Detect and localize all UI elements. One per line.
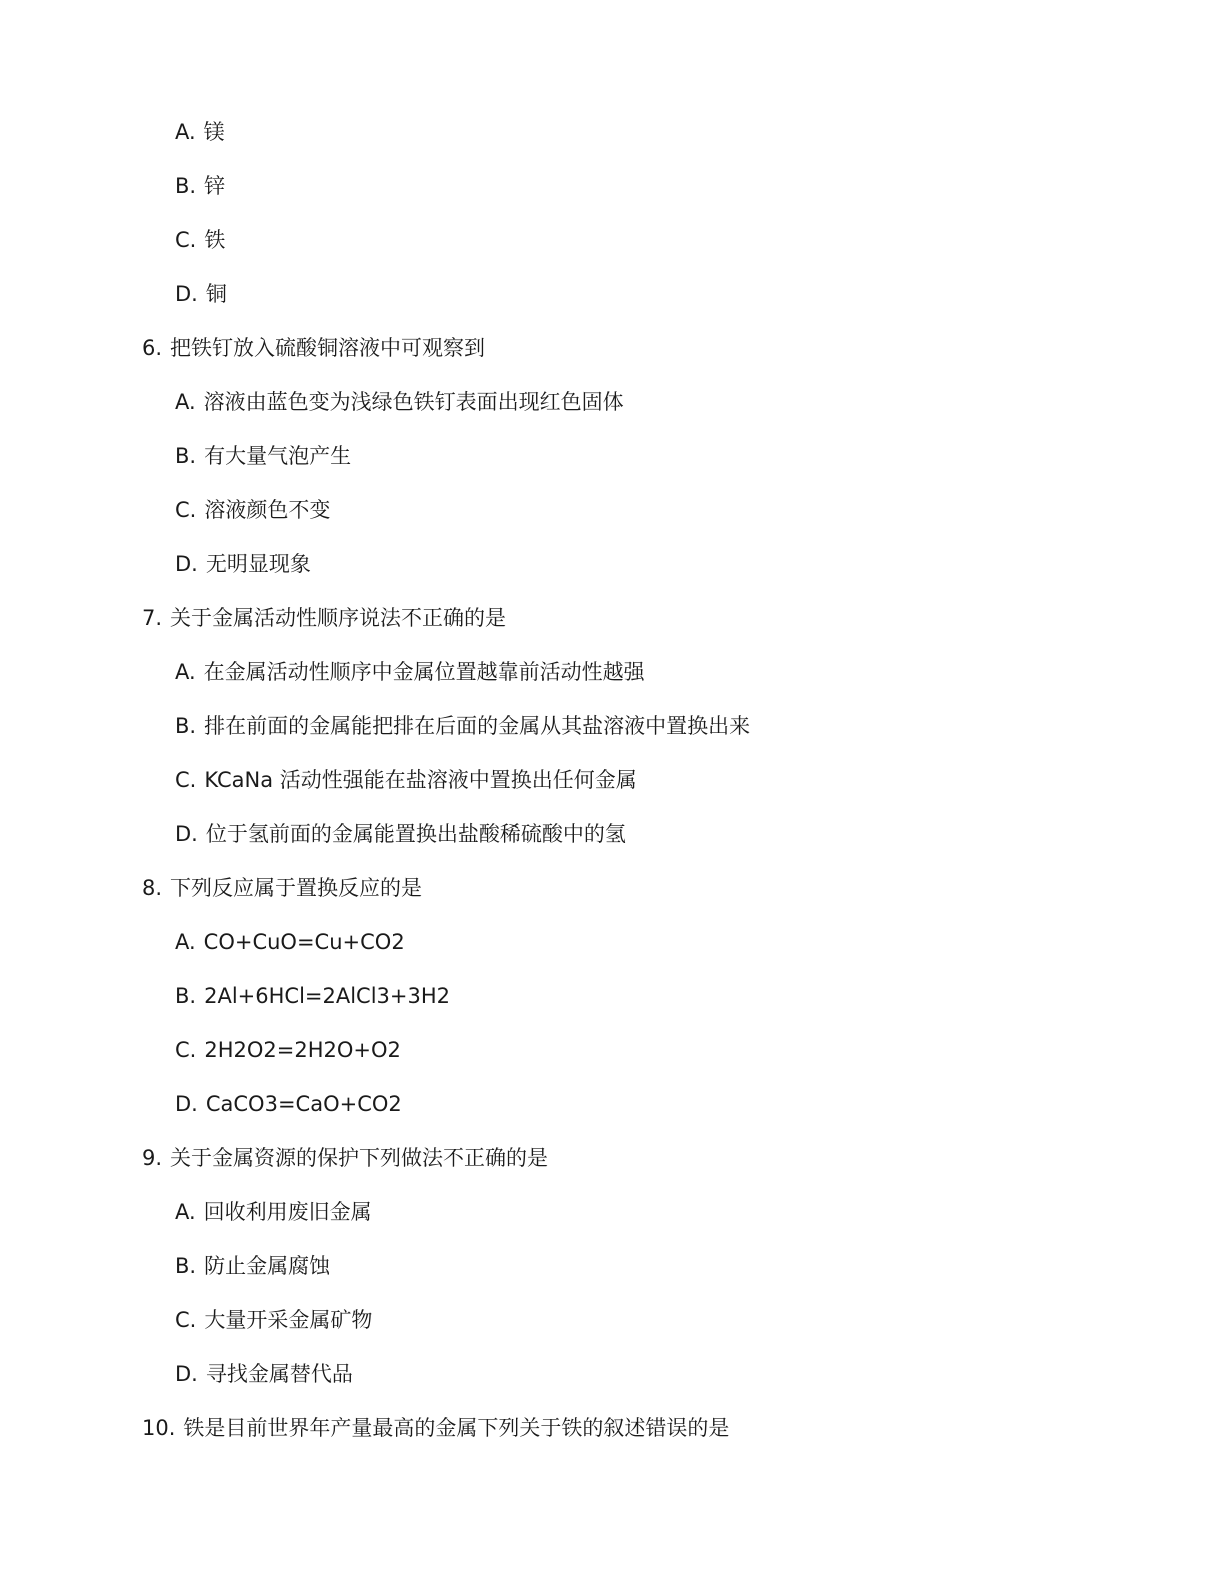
option-text: CO+CuO=Cu+CO2 [203,930,405,954]
option-label: D. [175,1092,198,1116]
question-number: 6. [142,336,163,360]
option-label: D. [175,552,198,576]
option-label: C. [175,498,197,522]
option-line [175,712,750,740]
option-text: 溶液颜色不变 [204,498,331,522]
option-line [175,766,637,794]
option-line [175,982,450,1010]
option-line [175,388,624,416]
option-line [175,172,225,200]
question-number: 9. [142,1146,163,1170]
option-line [175,226,225,254]
option-line [175,1090,402,1118]
question-line [142,334,485,362]
option-text: 2H2O2=2H2O+O2 [204,1038,401,1062]
question-line [142,1144,548,1172]
question-text: 关于金属活动性顺序说法不正确的是 [170,606,507,630]
option-text: 有大量气泡产生 [204,444,352,468]
option-label: A. [175,660,196,684]
option-text: 在金属活动性顺序中金属位置越靠前活动性越强 [203,660,645,684]
option-text: 无明显现象 [205,552,311,576]
option-line [175,550,311,578]
option-text: 2Al+6HCl=2AlCl3+3H2 [204,984,451,1008]
option-line [175,496,330,524]
option-line [175,1360,353,1388]
option-text: 铜 [205,282,227,306]
option-text: 溶液由蓝色变为浅绿色铁钉表面出现红色固体 [203,390,624,414]
option-text: 锌 [204,174,226,198]
option-label: A. [175,930,196,954]
option-text: KCaNa 活动性强能在盐溶液中置换出任何金属 [204,768,637,792]
question-number: 7. [142,606,163,630]
option-line [175,1198,372,1226]
option-label: B. [175,714,197,738]
option-label: D. [175,1362,198,1386]
option-label: C. [175,1308,197,1332]
option-text: 铁 [204,228,226,252]
option-text: CaCO3=CaO+CO2 [205,1092,402,1116]
option-label: B. [175,174,197,198]
option-line [175,928,405,956]
option-text: 大量开采金属矿物 [204,1308,373,1332]
question-line [142,874,422,902]
option-label: C. [175,1038,197,1062]
option-line [175,1036,401,1064]
question-line [142,604,506,632]
option-line [175,118,225,146]
question-number: 8. [142,876,163,900]
option-text: 位于氢前面的金属能置换出盐酸稀硫酸中的氢 [205,822,626,846]
option-text: 寻找金属替代品 [205,1362,353,1386]
question-text: 把铁钉放入硫酸铜溶液中可观察到 [170,336,486,360]
option-label: B. [175,984,197,1008]
option-label: D. [175,822,198,846]
option-line [175,442,351,470]
option-label: A. [175,120,196,144]
option-label: B. [175,1254,197,1278]
question-number: 10. [142,1416,176,1440]
option-line [175,1306,372,1334]
question-text: 下列反应属于置换反应的是 [170,876,423,900]
option-label: B. [175,444,197,468]
option-text: 排在前面的金属能把排在后面的金属从其盐溶液中置换出来 [204,714,751,738]
option-label: A. [175,1200,196,1224]
question-line [142,1414,729,1442]
option-label: A. [175,390,196,414]
option-line [175,280,227,308]
question-text: 铁是目前世界年产量最高的金属下列关于铁的叙述错误的是 [183,1416,730,1440]
option-text: 防止金属腐蚀 [204,1254,331,1278]
option-line [175,658,645,686]
option-label: D. [175,282,198,306]
option-text: 回收利用废旧金属 [203,1200,372,1224]
option-line [175,1252,330,1280]
option-line [175,820,626,848]
option-label: C. [175,228,197,252]
option-text: 镁 [203,120,225,144]
question-text: 关于金属资源的保护下列做法不正确的是 [170,1146,549,1170]
option-label: C. [175,768,197,792]
